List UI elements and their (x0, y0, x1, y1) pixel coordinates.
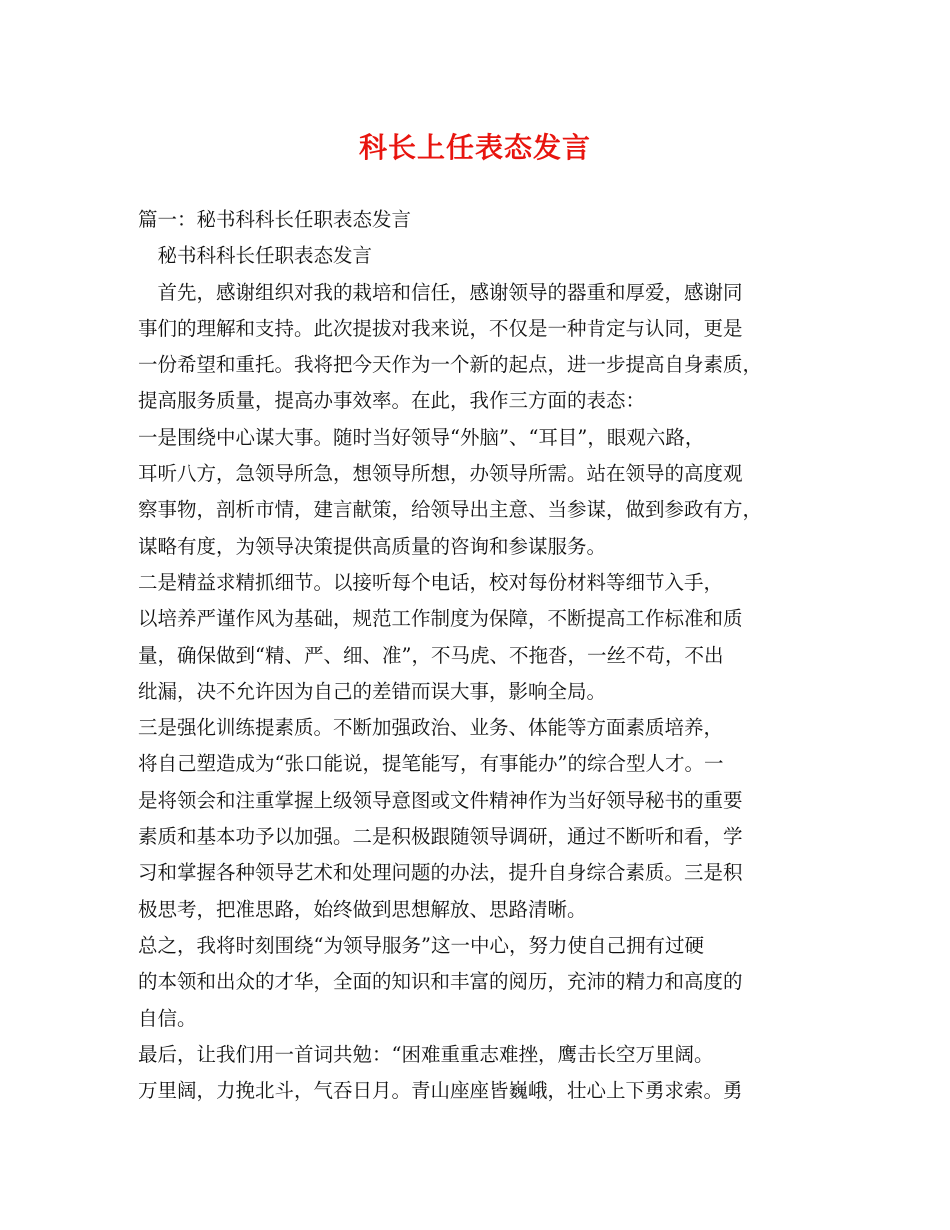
text-line: 一份希望和重托。我将把今天作为一个新的起点，进一步提高自身素质， (138, 353, 763, 377)
text-line: 提高服务质量，提高办事效率。在此，我作三方面的表态： (138, 389, 646, 413)
text-line: 的本领和出众的才华，全面的知识和丰富的阅历，充沛的精力和高度的 (138, 970, 743, 994)
text-line: 总之，我将时刻围绕“为领导服务”这一中心，努力使自己拥有过硬 (138, 933, 704, 957)
text-line: 首先，感谢组织对我的栽培和信任，感谢领导的器重和厚爱，感谢同 (138, 280, 743, 304)
text-line: 事们的理解和支持。此次提拔对我来说，不仅是一种肯定与认同，更是 (138, 316, 743, 340)
text-line: 篇一：秘书科科长任职表态发言 (138, 208, 412, 231)
text-line: 自信。 (138, 1006, 197, 1030)
text-line: 万里阔，力挽北斗，气吞日月。青山座座皆巍峨，壮心上下勇求索。勇 (138, 1079, 743, 1103)
text-line: 最后，让我们用一首词共勉：“困难重重志难挫，鹰击长空万里阔。 (138, 1042, 714, 1066)
text-line: 将自己塑造成为“张口能说，提笔能写，有事能办”的综合型人才。一 (138, 752, 724, 776)
text-line: 耳听八方，急领导所急，想领导所想，办领导所需。站在领导的高度观 (138, 462, 743, 486)
text-line: 量，确保做到“精、严、细、准”，不马虎、不拖沓，一丝不苟，不出 (138, 643, 724, 667)
text-line: 谋略有度，为领导决策提供高质量的咨询和参谋服务。 (138, 534, 607, 558)
text-line: 素质和基本功予以加强。二是积极跟随领导调研，通过不断听和看，学 (138, 825, 743, 849)
text-line: 一是围绕中心谋大事。随时当好领导“外脑”、“耳目”，眼观六路， (138, 425, 705, 449)
text-line: 二是精益求精抓细节。以接听每个电话，校对每份材料等细节入手， (138, 570, 724, 594)
text-line: 秘书科科长任职表态发言 (138, 244, 373, 268)
text-line: 以培养严谨作风为基础，规范工作制度为保障，不断提高工作标准和质 (138, 607, 743, 631)
text-line: 纰漏，决不允许因为自己的差错而误大事，影响全局。 (138, 679, 607, 703)
document-body (138, 202, 828, 1109)
text-line: 察事物，剖析市情，建言献策，给领导出主意、当参谋，做到参政有方， (138, 498, 763, 522)
text-line: 习和掌握各种领导艺术和处理问题的办法，提升自身综合素质。三是积 (138, 861, 743, 885)
text-line: 极思考，把准思路，始终做到思想解放、思路清晰。 (138, 897, 587, 921)
text-line: 三是强化训练提素质。不断加强政治、业务、体能等方面素质培养， (138, 716, 724, 740)
document-title: 科长上任表态发言 (358, 131, 591, 164)
text-line: 是将领会和注重掌握上级领导意图或文件精神作为当好领导秘书的重要 (138, 788, 743, 812)
